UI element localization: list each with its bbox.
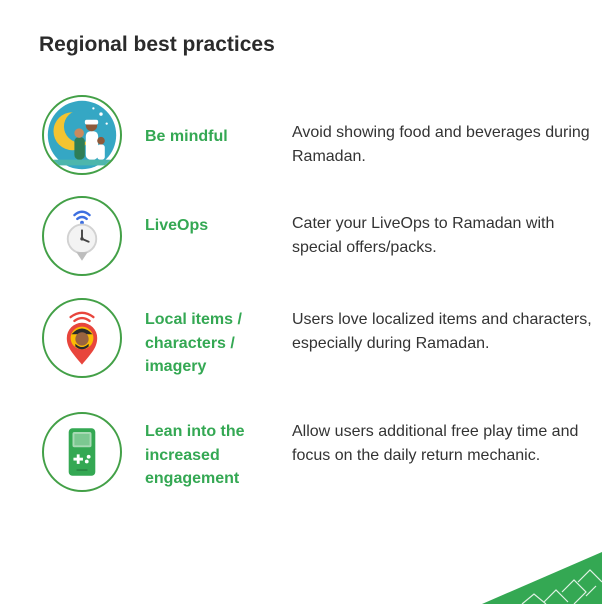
practice-label: Be mindful: [145, 128, 228, 145]
green-pattern-decoration: [462, 544, 602, 604]
handheld-game-console-icon: [42, 412, 122, 492]
practice-label: Lean into the increased engagement: [145, 423, 245, 487]
clock-signal-icon: [42, 196, 122, 276]
practice-label: Local items / characters / imagery: [145, 311, 242, 375]
practice-description: Allow users additional free play time and focus on the daily return mechanic.: [292, 423, 579, 464]
ramadan-family-moon-icon: [42, 95, 122, 175]
practice-description: Cater your LiveOps to Ramadan with special offers/packs.: [292, 215, 555, 256]
practice-description: Avoid showing food and beverages during Ramadan.: [292, 124, 590, 165]
practice-description: Users love localized items and characters, especially during Ramadan.: [292, 311, 592, 352]
page-title: Regional best practices: [39, 33, 275, 56]
character-location-pin-icon: [42, 298, 122, 378]
practice-label: LiveOps: [145, 217, 209, 234]
